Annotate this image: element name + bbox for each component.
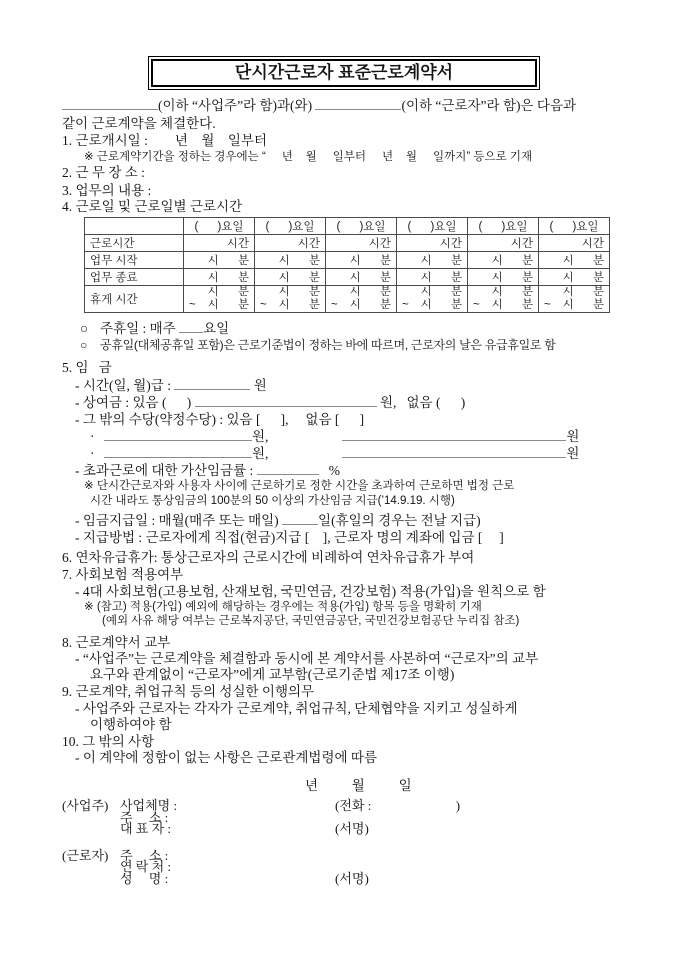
weekly-holiday-text: 주휴일 : 매주: [100, 321, 180, 336]
tilde: ~: [331, 299, 338, 311]
hourly-wage-line: [62, 377, 626, 394]
section-4-working-days: 4. 근로일 및 근로일별 근로시간: [62, 199, 243, 214]
start-time-cell: 시 분: [468, 252, 539, 269]
end-time-cell: 시 분: [326, 269, 397, 286]
section-9-line-2: 이행하여야 함: [90, 716, 172, 732]
start-time-cell: 시 분: [539, 252, 610, 269]
business-name-label: 사업체명 :: [120, 798, 178, 813]
phone-label: (전화 : ): [335, 798, 461, 813]
hourly-wage-label: - 시간(일, 월)급 :: [75, 377, 175, 393]
document-title: 단시간근로자 표준근로계약서: [151, 59, 537, 87]
allowance-blank-1a: [104, 428, 252, 441]
day-header-cell: ( )요일: [184, 218, 255, 235]
day-header-cell: ( )요일: [539, 218, 610, 235]
employer-signature-block: [62, 800, 626, 835]
employer-party-label: (사업주): [62, 798, 109, 813]
employer-address-label: 주 소 :: [120, 809, 169, 825]
signature-label: (서명): [335, 870, 369, 886]
allowance-line: - 그 밖의 수당(약정수당) : 있음 [ ], 없음 [ ]: [75, 411, 365, 427]
circle-bullet-icon: ○: [80, 338, 87, 352]
overtime-note-line-2: 시간 내라도 통상임금의 100분의 50 이상의 가산임금 지급(’14.9.19. 시행): [90, 494, 455, 507]
tilde: ~: [260, 299, 267, 311]
public-holiday-line: [62, 337, 626, 353]
break-time-cell: [326, 286, 397, 313]
section-10-other-matters: 10. 그 밖의 사항: [62, 733, 155, 749]
section-8-line-2: 요구와 관계없이 “근로자”에게 교부함(근로기준법 제17조 이행): [90, 667, 455, 682]
day-header-cell: ( )요일: [468, 218, 539, 235]
representative-label: 대 표 자 :: [120, 821, 172, 836]
end-time-cell: 시 분: [255, 269, 326, 286]
table-row-end: [85, 269, 610, 286]
tilde: ~: [402, 299, 409, 311]
start-time-cell: 시 분: [326, 252, 397, 269]
payday-label: - 임금지급일 : 매월(매주 또는 매일): [75, 513, 283, 528]
day-header-cell: ( )요일: [326, 218, 397, 235]
break-bottom: [260, 299, 320, 312]
party-spacer: [62, 873, 120, 885]
social-insurance-note-2: (예외 사유 해당 여부는 근로복지공단, 국민연금공단, 국민건강보험공단 누리집 참조): [102, 615, 520, 627]
contract-date-line: 년 월 일: [305, 778, 412, 793]
break-bottom: [189, 299, 249, 312]
worktime-cell: 시간: [255, 235, 326, 252]
table-row-break: [85, 286, 610, 313]
break-time-cell: [539, 286, 610, 313]
worktime-cell: 시간: [539, 235, 610, 252]
bonus-suffix: 원, 없음 ( ): [376, 394, 466, 410]
payday-line: [62, 512, 626, 529]
start-time-cell: 시 분: [397, 252, 468, 269]
break-bottom: [331, 299, 391, 312]
employer-name-blank: [62, 97, 158, 110]
section-9-line-1: - 사업주와 근로자는 각자가 근로계약, 취업규칙, 단체협약을 지키고 성실하게: [75, 700, 518, 716]
worker-name-blank: [315, 97, 401, 110]
break-time-cell: [397, 286, 468, 313]
hourly-wage-blank: [174, 377, 250, 390]
circle-bullet-icon: ○: [80, 321, 89, 336]
end-time-cell: 시 분: [397, 269, 468, 286]
bonus-blank: [195, 394, 377, 407]
worktime-cell: 시간: [326, 235, 397, 252]
overtime-rate-label: - 초과근로에 대한 가산임금률 :: [75, 463, 257, 478]
break-top: 시 분: [562, 286, 604, 298]
tilde: ~: [473, 299, 480, 311]
public-holiday-text: 공휴일(대체공휴일 포함)은 근로기준법이 정하는 바에 따르며, 근로자의 날은 유급휴일로 함: [100, 338, 556, 352]
social-insurance-line: - 4대 사회보험(고용보험, 산재보험, 국민연금, 건강보험) 적용(가입)을 원칙으로 함: [75, 583, 546, 599]
worktime-cell: 시간: [468, 235, 539, 252]
payment-method-line: - 지급방법 : 근로자에게 직접(현금)지급 [ ], 근로자 명의 계좌에 입금 [ ]: [75, 530, 504, 545]
end-time-cell: 시 분: [184, 269, 255, 286]
worker-signature-block: [62, 847, 626, 886]
party-spacer: [62, 823, 120, 835]
allowance-entry-1: [62, 428, 626, 445]
break-top: 시 분: [349, 286, 391, 298]
intro-line-1: [62, 97, 626, 115]
break-bottom-text: 시 분: [349, 299, 391, 311]
party-spacer: [62, 861, 120, 873]
break-time-cell: [255, 286, 326, 313]
worktime-cell: 시간: [184, 235, 255, 252]
signature-label: (서명): [335, 821, 369, 836]
weekly-holiday-line: [62, 320, 626, 337]
break-bottom-text: 시 분: [207, 299, 249, 311]
day-header-cell: ( )요일: [397, 218, 468, 235]
section-2-workplace: 2. 근 무 장 소 :: [62, 165, 145, 180]
row-label-end: 업무 종료: [85, 269, 184, 286]
worker-address-label: 주 소 :: [120, 847, 169, 863]
start-time-cell: 시 분: [184, 252, 255, 269]
break-bottom: [473, 299, 533, 312]
overtime-rate-line: [62, 462, 626, 479]
break-top: 시 분: [491, 286, 533, 298]
allowance-blank-2b: [342, 445, 566, 458]
section-10-line-1: - 이 계약에 정함이 없는 사항은 근로관계법령에 따름: [75, 750, 377, 765]
employer-row-3: [62, 823, 626, 835]
break-time-cell: [184, 286, 255, 313]
row-label-worktime: 근로시간: [85, 235, 184, 252]
break-bottom: [402, 299, 462, 312]
worker-party-label: (근로자): [62, 847, 109, 863]
bonus-label: - 상여금 : 있음 ( ): [75, 394, 195, 410]
working-hours-table: [84, 217, 610, 313]
overtime-rate-blank: [257, 462, 319, 475]
break-bottom-text: 시 분: [562, 299, 604, 311]
won-label: 원: [566, 429, 580, 444]
section-9-faithful-performance: 9. 근로계약, 취업규칙 등의 성실한 이행의무: [62, 684, 315, 699]
percent-label: %: [318, 463, 340, 478]
social-insurance-note-1: ※ (참고) 적용(가입) 예외에 해당하는 경우에는 적용(가입) 항목 등을 명확히 기재: [84, 600, 482, 613]
section-8-line-1: - “사업주”는 근로계약을 체결함과 동시에 본 계약서를 사본하여 “근로자”의 교부: [75, 651, 539, 666]
worker-row-3: [62, 870, 626, 886]
break-bottom-text: 시 분: [491, 299, 533, 311]
won-label: 원: [250, 377, 267, 393]
party-spacer: [62, 812, 120, 824]
section-1-note: ※ 근로계약기간을 정하는 경우에는 “ 년 월 일부터 년 월 일까지” 등으로 기재: [84, 150, 533, 163]
break-time-cell: [468, 286, 539, 313]
end-time-cell: 시 분: [468, 269, 539, 286]
table-header-row: [85, 218, 610, 235]
contact-label: 연 락 처 :: [120, 859, 172, 874]
section-8-contract-delivery: 8. 근로계약서 교부: [62, 634, 171, 650]
break-bottom-text: 시 분: [420, 299, 462, 311]
row-label-start: 업무 시작: [85, 252, 184, 269]
weekly-holiday-blank: [179, 320, 203, 333]
intro-worker-clause: (이하 “근로자”라 함)은 다음과: [401, 98, 577, 113]
table-row-start: [85, 252, 610, 269]
payday-blank: [282, 512, 318, 525]
won-label: 원: [566, 446, 580, 461]
section-6-annual-leave: 6. 연차유급휴가: 통상근로자의 근로시간에 비례하여 연차유급휴가 부여: [62, 549, 475, 565]
dot-bullet-icon: ·: [90, 429, 95, 444]
day-header-cell: ( )요일: [255, 218, 326, 235]
allowance-blank-2a: [104, 445, 252, 458]
payday-suffix: 일(휴일의 경우는 전날 지급): [318, 513, 481, 528]
weekly-holiday-suffix: 요일: [203, 321, 230, 336]
row-label-break: 휴게 시간: [85, 286, 184, 313]
intro-employer-clause: (이하 “사업주”라 함)과(와): [158, 98, 316, 113]
worker-name-label: 성 명 :: [120, 870, 169, 886]
end-time-cell: 시 분: [539, 269, 610, 286]
section-3-job-description: 3. 업무의 내용 :: [62, 182, 152, 198]
break-top: 시 분: [207, 286, 249, 298]
intro-line-2: 같이 근로계약을 체결한다.: [62, 115, 216, 131]
worktime-cell: 시간: [397, 235, 468, 252]
tilde: ~: [544, 299, 551, 311]
table-row-worktime: [85, 235, 610, 252]
allowance-blank-1b: [342, 428, 566, 441]
won-label: 원,: [252, 446, 269, 461]
tilde: ~: [189, 299, 196, 311]
title-box: [148, 56, 540, 90]
start-time-cell: 시 분: [255, 252, 326, 269]
break-top: 시 분: [420, 286, 462, 298]
section-7-social-insurance: 7. 사회보험 적용여부: [62, 567, 184, 582]
break-bottom: [544, 299, 604, 312]
table-corner-cell: [85, 218, 184, 235]
dot-bullet-icon: ·: [90, 446, 95, 461]
won-label: 원,: [252, 429, 269, 444]
allowance-entry-2: [62, 445, 626, 462]
break-top: 시 분: [278, 286, 320, 298]
section-5-wage: 5. 임 금: [62, 360, 112, 375]
bonus-line: [62, 394, 626, 411]
overtime-note-line-1: ※ 단시간근로자와 사용자 사이에 근로하기로 정한 시간을 초과하여 근로하면 법정 근로: [84, 480, 515, 492]
break-bottom-text: 시 분: [278, 299, 320, 311]
section-1-start-date: 1. 근로개시일 : 년 월 일부터: [62, 133, 268, 148]
